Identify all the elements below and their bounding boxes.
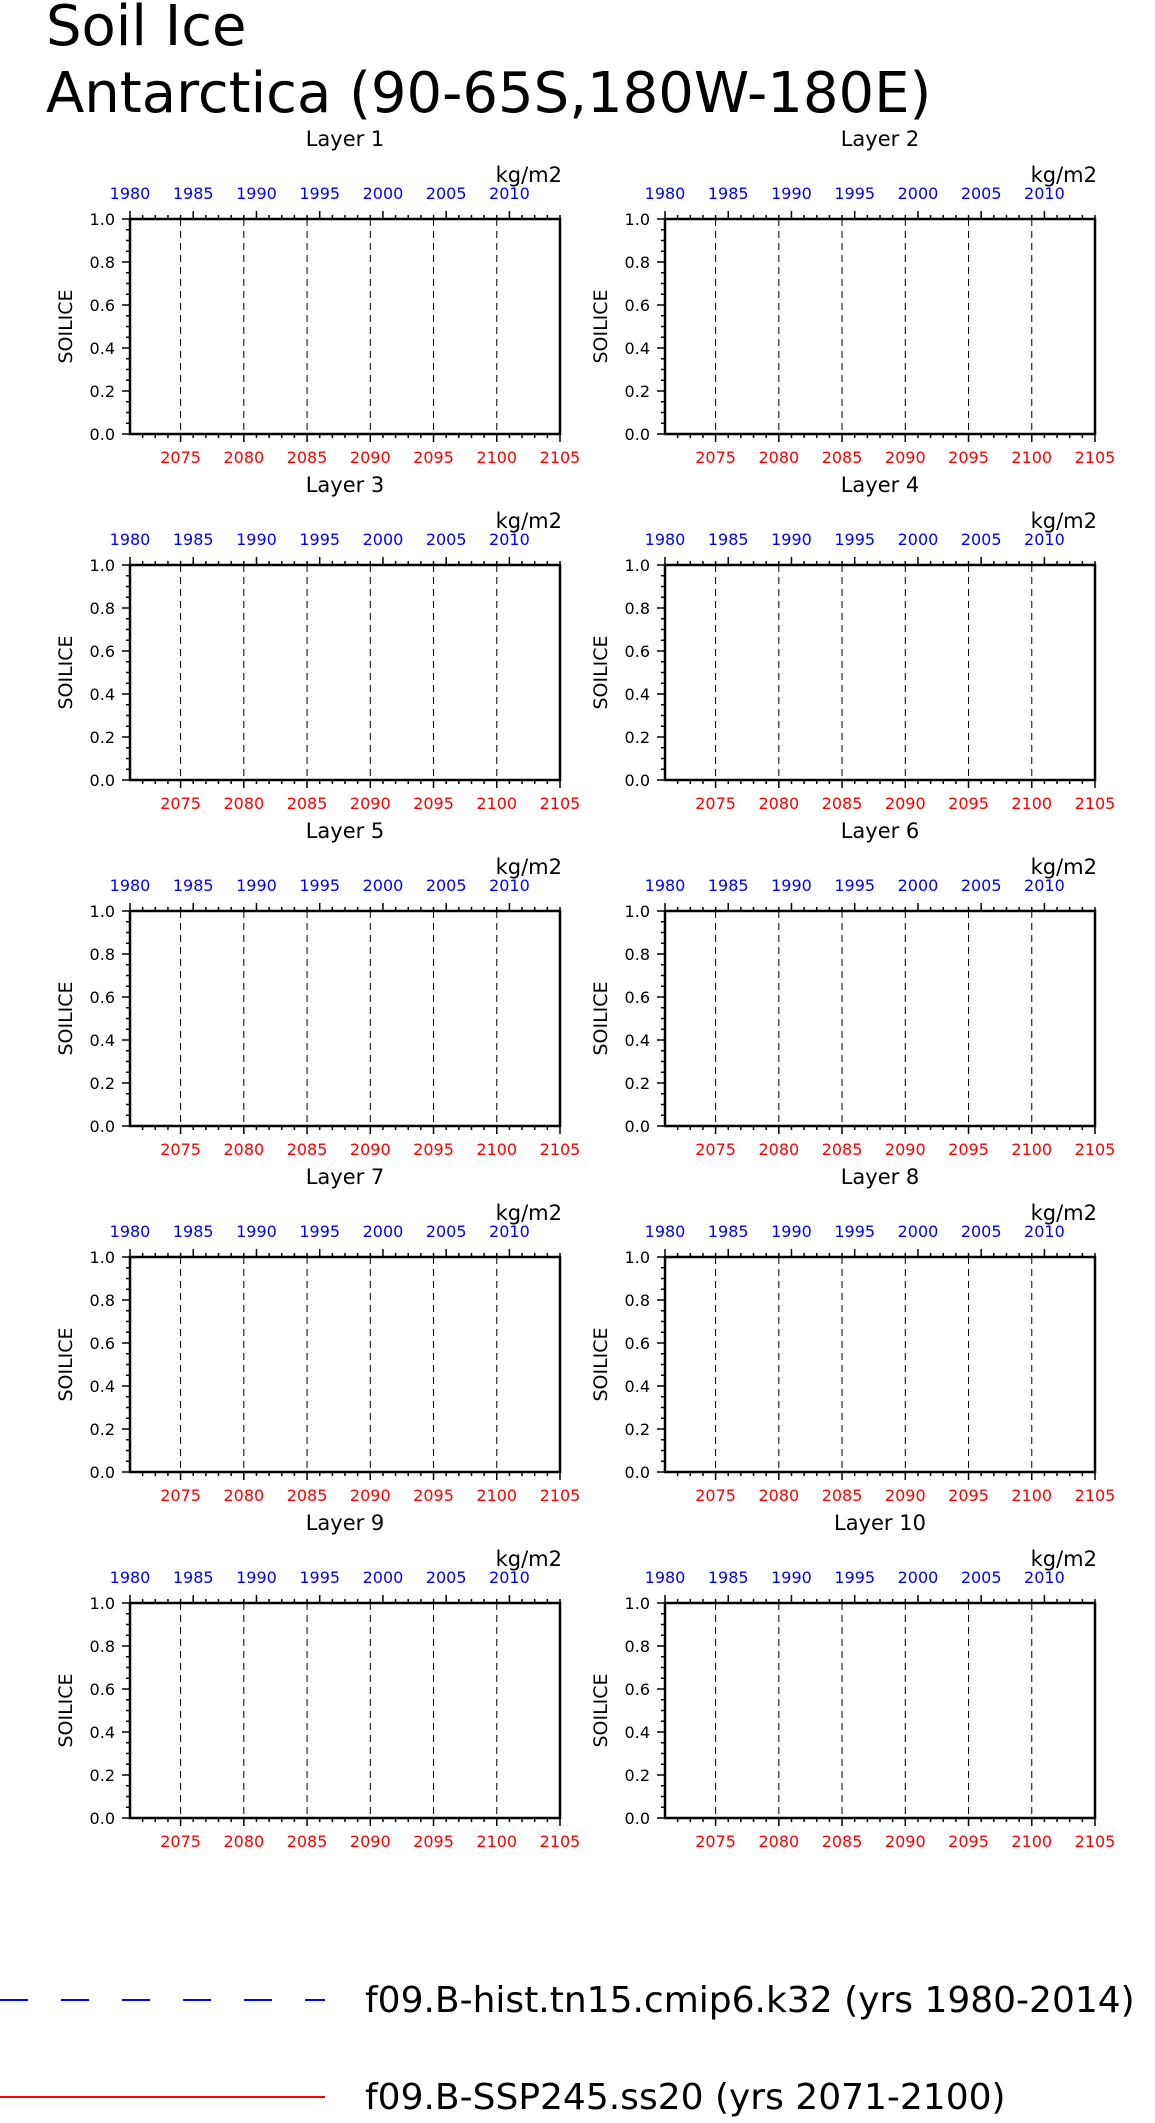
x-tick-label-top: 2000 — [897, 1222, 939, 1241]
x-tick-label-top: 1980 — [109, 530, 151, 549]
x-tick-label-top: 2000 — [362, 1222, 404, 1241]
x-tick-label-top: 2000 — [897, 876, 939, 895]
x-tick-label-top: 1980 — [109, 184, 151, 203]
x-tick-label-top: 1985 — [172, 876, 214, 895]
x-tick-label-bottom: 2080 — [758, 1832, 800, 1851]
x-tick-label-top: 1995 — [299, 876, 341, 895]
x-tick-label-top: 1990 — [236, 184, 277, 203]
x-tick-label-bottom: 2090 — [884, 1832, 926, 1851]
x-tick-label-top: 2005 — [960, 1568, 1002, 1587]
x-tick-label-bottom: 2090 — [349, 1140, 391, 1159]
x-tick-label-bottom: 2085 — [821, 1140, 863, 1159]
x-tick-label-top: 1985 — [707, 530, 749, 549]
x-tick-label-bottom: 2080 — [223, 1140, 265, 1159]
units-label: kg/m2 — [495, 509, 562, 533]
y-tick-label: 0.6 — [624, 296, 650, 315]
panel-title: Layer 1 — [305, 127, 385, 151]
panel-title: Layer 5 — [305, 819, 385, 843]
y-tick-label: 0.4 — [624, 1031, 650, 1050]
x-tick-label-top: 1985 — [172, 184, 214, 203]
x-tick-label-top: 2000 — [897, 530, 939, 549]
y-axis-label: SOILICE — [55, 289, 77, 364]
x-tick-label-top: 1995 — [834, 1568, 876, 1587]
plot-frame — [665, 219, 1095, 434]
x-tick-label-bottom: 2075 — [160, 794, 201, 813]
x-tick-label-bottom: 2095 — [413, 1140, 454, 1159]
x-tick-label-bottom: 2100 — [1011, 1140, 1053, 1159]
x-tick-label-bottom: 2095 — [948, 448, 989, 467]
x-tick-label-top: 2005 — [425, 1568, 467, 1587]
x-tick-label-bottom: 2095 — [948, 1140, 989, 1159]
chart-panel-3 — [55, 473, 580, 813]
chart-panel-8 — [590, 1165, 1115, 1505]
y-axis-label: SOILICE — [55, 1673, 77, 1748]
units-label: kg/m2 — [495, 1201, 562, 1225]
y-tick-label: 0.2 — [89, 1420, 115, 1439]
x-tick-label-bottom: 2105 — [1074, 1832, 1116, 1851]
chart-panel-10 — [590, 1511, 1115, 1851]
x-tick-label-bottom: 2080 — [223, 448, 265, 467]
y-tick-label: 0.2 — [624, 1074, 650, 1093]
x-tick-label-bottom: 2085 — [286, 1832, 328, 1851]
x-tick-label-top: 1980 — [644, 876, 686, 895]
x-tick-label-bottom: 2100 — [1011, 1486, 1053, 1505]
units-label: kg/m2 — [495, 1547, 562, 1571]
x-tick-label-top: 1995 — [834, 530, 876, 549]
chart-panel-5 — [55, 819, 580, 1159]
x-tick-label-top: 1990 — [771, 1568, 812, 1587]
x-tick-label-top: 1980 — [644, 1222, 686, 1241]
x-tick-label-top: 2000 — [362, 530, 404, 549]
x-tick-label-bottom: 2080 — [223, 794, 265, 813]
x-tick-label-bottom: 2095 — [413, 1832, 454, 1851]
x-tick-label-bottom: 2080 — [223, 1832, 265, 1851]
x-tick-label-bottom: 2105 — [539, 794, 581, 813]
y-tick-label: 0.2 — [89, 382, 115, 401]
x-tick-label-top: 1980 — [109, 1222, 151, 1241]
legend-label-ssp: f09.B-SSP245.ss20 (yrs 2071-2100) — [365, 2077, 1006, 2118]
y-tick-label: 0.4 — [89, 685, 115, 704]
y-tick-label: 0.4 — [624, 1723, 650, 1742]
x-tick-label-top: 2000 — [362, 876, 404, 895]
x-tick-label-top: 1980 — [109, 876, 151, 895]
x-tick-label-bottom: 2080 — [758, 1140, 800, 1159]
x-tick-label-bottom: 2090 — [349, 448, 391, 467]
plot-frame — [130, 911, 560, 1126]
legend-label-hist: f09.B-hist.tn15.cmip6.k32 (yrs 1980-2014) — [365, 1980, 1135, 2021]
y-tick-label: 0.6 — [89, 642, 115, 661]
x-tick-label-bottom: 2105 — [539, 1140, 581, 1159]
y-tick-label: 0.0 — [624, 1463, 650, 1482]
x-tick-label-top: 1980 — [644, 1568, 686, 1587]
x-tick-label-bottom: 2105 — [539, 1832, 581, 1851]
y-tick-label: 1.0 — [624, 1248, 650, 1267]
x-tick-label-top: 1985 — [172, 1568, 214, 1587]
x-tick-label-bottom: 2075 — [695, 1140, 736, 1159]
chart-panel-4 — [590, 473, 1115, 813]
x-tick-label-top: 1990 — [236, 1222, 277, 1241]
y-axis-label: SOILICE — [590, 1673, 612, 1748]
y-tick-label: 1.0 — [624, 556, 650, 575]
units-label: kg/m2 — [1030, 163, 1097, 187]
x-tick-label-bottom: 2085 — [821, 1486, 863, 1505]
x-tick-label-bottom: 2085 — [286, 1140, 328, 1159]
x-tick-label-bottom: 2100 — [476, 794, 518, 813]
x-tick-label-bottom: 2095 — [413, 794, 454, 813]
x-tick-label-bottom: 2080 — [758, 794, 800, 813]
y-tick-label: 0.2 — [89, 1766, 115, 1785]
chart-panel-7 — [55, 1165, 580, 1505]
panel-title: Layer 7 — [305, 1165, 385, 1189]
y-tick-label: 0.8 — [89, 253, 115, 272]
x-tick-label-bottom: 2085 — [286, 1486, 328, 1505]
x-tick-label-top: 1980 — [644, 530, 686, 549]
y-tick-label: 0.0 — [624, 1117, 650, 1136]
x-tick-label-bottom: 2100 — [1011, 448, 1053, 467]
y-axis-label: SOILICE — [55, 635, 77, 710]
panel-title: Layer 4 — [840, 473, 920, 497]
x-tick-label-top: 1980 — [644, 184, 686, 203]
x-tick-label-top: 1985 — [172, 1222, 214, 1241]
x-tick-label-top: 1990 — [771, 184, 812, 203]
x-tick-label-top: 2000 — [897, 1568, 939, 1587]
y-tick-label: 0.8 — [89, 1291, 115, 1310]
units-label: kg/m2 — [1030, 855, 1097, 879]
x-tick-label-bottom: 2095 — [413, 1486, 454, 1505]
units-label: kg/m2 — [1030, 509, 1097, 533]
plot-frame — [665, 565, 1095, 780]
x-tick-label-bottom: 2075 — [160, 1486, 201, 1505]
x-tick-label-bottom: 2100 — [1011, 794, 1053, 813]
plot-frame — [130, 1603, 560, 1818]
y-tick-label: 0.4 — [624, 1377, 650, 1396]
x-tick-label-bottom: 2075 — [695, 1832, 736, 1851]
x-tick-label-top: 1980 — [109, 1568, 151, 1587]
x-tick-label-bottom: 2075 — [160, 448, 201, 467]
x-tick-label-bottom: 2085 — [286, 448, 328, 467]
x-tick-label-bottom: 2105 — [539, 1486, 581, 1505]
x-tick-label-top: 2010 — [489, 1568, 530, 1587]
plot-frame — [665, 1257, 1095, 1472]
plot-frame — [130, 219, 560, 434]
x-tick-label-bottom: 2075 — [160, 1832, 201, 1851]
y-tick-label: 1.0 — [624, 1594, 650, 1613]
y-tick-label: 0.8 — [624, 945, 650, 964]
y-tick-label: 0.2 — [89, 1074, 115, 1093]
x-tick-label-top: 2005 — [425, 530, 467, 549]
x-tick-label-top: 2010 — [1024, 1222, 1065, 1241]
chart-panel-1 — [55, 127, 580, 467]
x-tick-label-bottom: 2100 — [476, 1486, 518, 1505]
panel-title: Layer 2 — [840, 127, 920, 151]
x-tick-label-top: 1990 — [236, 876, 277, 895]
units-label: kg/m2 — [495, 163, 562, 187]
x-tick-label-top: 2010 — [1024, 1568, 1065, 1587]
panel-title: Layer 3 — [305, 473, 385, 497]
x-tick-label-top: 2010 — [1024, 530, 1065, 549]
y-tick-label: 0.0 — [89, 1809, 115, 1828]
y-tick-label: 1.0 — [89, 1594, 115, 1613]
x-tick-label-bottom: 2075 — [695, 1486, 736, 1505]
x-tick-label-bottom: 2090 — [349, 1486, 391, 1505]
y-tick-label: 1.0 — [624, 210, 650, 229]
x-tick-label-bottom: 2085 — [821, 794, 863, 813]
x-tick-label-bottom: 2075 — [695, 794, 736, 813]
x-tick-label-top: 2010 — [1024, 184, 1065, 203]
x-tick-label-top: 2005 — [960, 184, 1002, 203]
x-tick-label-bottom: 2105 — [1074, 1140, 1116, 1159]
y-tick-label: 0.8 — [624, 1637, 650, 1656]
x-tick-label-bottom: 2100 — [476, 1140, 518, 1159]
x-tick-label-top: 2000 — [362, 1568, 404, 1587]
y-tick-label: 0.4 — [89, 339, 115, 358]
panel-title: Layer 8 — [840, 1165, 920, 1189]
x-tick-label-bottom: 2075 — [160, 1140, 201, 1159]
y-tick-label: 0.0 — [89, 771, 115, 790]
y-tick-label: 1.0 — [89, 902, 115, 921]
x-tick-label-top: 1985 — [707, 1222, 749, 1241]
x-tick-label-bottom: 2105 — [539, 448, 581, 467]
y-tick-label: 0.4 — [624, 685, 650, 704]
panels-group — [55, 127, 1115, 1851]
units-label: kg/m2 — [1030, 1547, 1097, 1571]
x-tick-label-top: 2005 — [425, 1222, 467, 1241]
y-tick-label: 0.6 — [89, 1334, 115, 1353]
x-tick-label-bottom: 2075 — [695, 448, 736, 467]
y-tick-label: 0.4 — [89, 1723, 115, 1742]
x-tick-label-top: 2005 — [960, 530, 1002, 549]
x-tick-label-top: 2005 — [425, 876, 467, 895]
y-tick-label: 0.8 — [624, 1291, 650, 1310]
y-tick-label: 0.4 — [89, 1031, 115, 1050]
y-axis-label: SOILICE — [590, 289, 612, 364]
y-axis-label: SOILICE — [55, 1327, 77, 1402]
x-tick-label-bottom: 2105 — [1074, 448, 1116, 467]
y-tick-label: 0.0 — [624, 425, 650, 444]
figure-title-line2: Antarctica (90-65S,180W-180E) — [46, 61, 932, 126]
y-tick-label: 0.6 — [89, 296, 115, 315]
x-tick-label-top: 1990 — [771, 1222, 812, 1241]
y-tick-label: 0.6 — [89, 988, 115, 1007]
x-tick-label-top: 2000 — [897, 184, 939, 203]
y-tick-label: 0.8 — [89, 1637, 115, 1656]
figure-title-line1: Soil Ice — [46, 0, 247, 59]
y-axis-label: SOILICE — [590, 1327, 612, 1402]
y-tick-label: 0.0 — [624, 771, 650, 790]
y-axis-label: SOILICE — [590, 981, 612, 1056]
y-tick-label: 1.0 — [624, 902, 650, 921]
y-tick-label: 0.8 — [624, 253, 650, 272]
x-tick-label-bottom: 2080 — [758, 448, 800, 467]
chart-panel-6 — [590, 819, 1115, 1159]
y-tick-label: 0.6 — [89, 1680, 115, 1699]
plot-frame — [665, 911, 1095, 1126]
y-tick-label: 0.0 — [89, 1117, 115, 1136]
y-tick-label: 0.6 — [624, 988, 650, 1007]
x-tick-label-bottom: 2080 — [758, 1486, 800, 1505]
units-label: kg/m2 — [1030, 1201, 1097, 1225]
x-tick-label-top: 1995 — [299, 530, 341, 549]
y-tick-label: 0.6 — [624, 1334, 650, 1353]
x-tick-label-top: 1990 — [771, 876, 812, 895]
x-tick-label-top: 1995 — [299, 1568, 341, 1587]
y-tick-label: 0.8 — [89, 599, 115, 618]
x-tick-label-bottom: 2090 — [349, 1832, 391, 1851]
x-tick-label-top: 2010 — [489, 530, 530, 549]
x-tick-label-top: 2010 — [489, 876, 530, 895]
y-tick-label: 0.8 — [624, 599, 650, 618]
x-tick-label-bottom: 2095 — [948, 1832, 989, 1851]
x-tick-label-bottom: 2100 — [1011, 1832, 1053, 1851]
x-tick-label-bottom: 2105 — [1074, 1486, 1116, 1505]
x-tick-label-top: 2005 — [960, 1222, 1002, 1241]
x-tick-label-bottom: 2090 — [884, 448, 926, 467]
x-tick-label-bottom: 2090 — [884, 794, 926, 813]
x-tick-label-bottom: 2095 — [948, 794, 989, 813]
x-tick-label-top: 2005 — [960, 876, 1002, 895]
x-tick-label-top: 1995 — [834, 184, 876, 203]
y-axis-label: SOILICE — [55, 981, 77, 1056]
x-tick-label-top: 2010 — [489, 1222, 530, 1241]
x-tick-label-bottom: 2085 — [821, 1832, 863, 1851]
y-tick-label: 1.0 — [89, 556, 115, 575]
y-tick-label: 0.8 — [89, 945, 115, 964]
x-tick-label-bottom: 2105 — [1074, 794, 1116, 813]
x-tick-label-top: 1985 — [707, 184, 749, 203]
y-axis-label: SOILICE — [590, 635, 612, 710]
y-tick-label: 0.6 — [624, 642, 650, 661]
x-tick-label-top: 1990 — [236, 530, 277, 549]
y-tick-label: 1.0 — [89, 210, 115, 229]
x-tick-label-top: 2000 — [362, 184, 404, 203]
panel-title: Layer 10 — [834, 1511, 926, 1535]
y-tick-label: 0.2 — [624, 382, 650, 401]
plot-frame — [130, 565, 560, 780]
panel-title: Layer 6 — [840, 819, 920, 843]
y-tick-label: 0.0 — [89, 425, 115, 444]
legend — [0, 1980, 1135, 2118]
y-tick-label: 0.4 — [624, 339, 650, 358]
y-tick-label: 0.2 — [624, 1766, 650, 1785]
x-tick-label-top: 2010 — [489, 184, 530, 203]
chart-panel-9 — [55, 1511, 580, 1851]
units-label: kg/m2 — [495, 855, 562, 879]
plot-frame — [130, 1257, 560, 1472]
x-tick-label-top: 2005 — [425, 184, 467, 203]
x-tick-label-top: 1995 — [834, 1222, 876, 1241]
x-tick-label-bottom: 2085 — [821, 448, 863, 467]
x-tick-label-bottom: 2100 — [476, 1832, 518, 1851]
y-tick-label: 0.6 — [624, 1680, 650, 1699]
x-tick-label-bottom: 2095 — [948, 1486, 989, 1505]
x-tick-label-top: 1995 — [299, 1222, 341, 1241]
y-tick-label: 1.0 — [89, 1248, 115, 1267]
x-tick-label-top: 1985 — [707, 1568, 749, 1587]
x-tick-label-bottom: 2080 — [223, 1486, 265, 1505]
x-tick-label-bottom: 2085 — [286, 794, 328, 813]
x-tick-label-bottom: 2090 — [884, 1140, 926, 1159]
y-tick-label: 0.2 — [624, 728, 650, 747]
plot-frame — [665, 1603, 1095, 1818]
x-tick-label-bottom: 2090 — [349, 794, 391, 813]
x-tick-label-bottom: 2095 — [413, 448, 454, 467]
panel-title: Layer 9 — [305, 1511, 385, 1535]
y-tick-label: 0.0 — [89, 1463, 115, 1482]
y-tick-label: 0.2 — [89, 728, 115, 747]
y-tick-label: 0.2 — [624, 1420, 650, 1439]
x-tick-label-top: 1995 — [834, 876, 876, 895]
x-tick-label-top: 1995 — [299, 184, 341, 203]
x-tick-label-top: 1990 — [236, 1568, 277, 1587]
x-tick-label-top: 1990 — [771, 530, 812, 549]
x-tick-label-bottom: 2090 — [884, 1486, 926, 1505]
x-tick-label-top: 1985 — [172, 530, 214, 549]
x-tick-label-top: 1985 — [707, 876, 749, 895]
y-tick-label: 0.4 — [89, 1377, 115, 1396]
chart-panel-2 — [590, 127, 1115, 467]
x-tick-label-bottom: 2100 — [476, 448, 518, 467]
x-tick-label-top: 2010 — [1024, 876, 1065, 895]
y-tick-label: 0.0 — [624, 1809, 650, 1828]
